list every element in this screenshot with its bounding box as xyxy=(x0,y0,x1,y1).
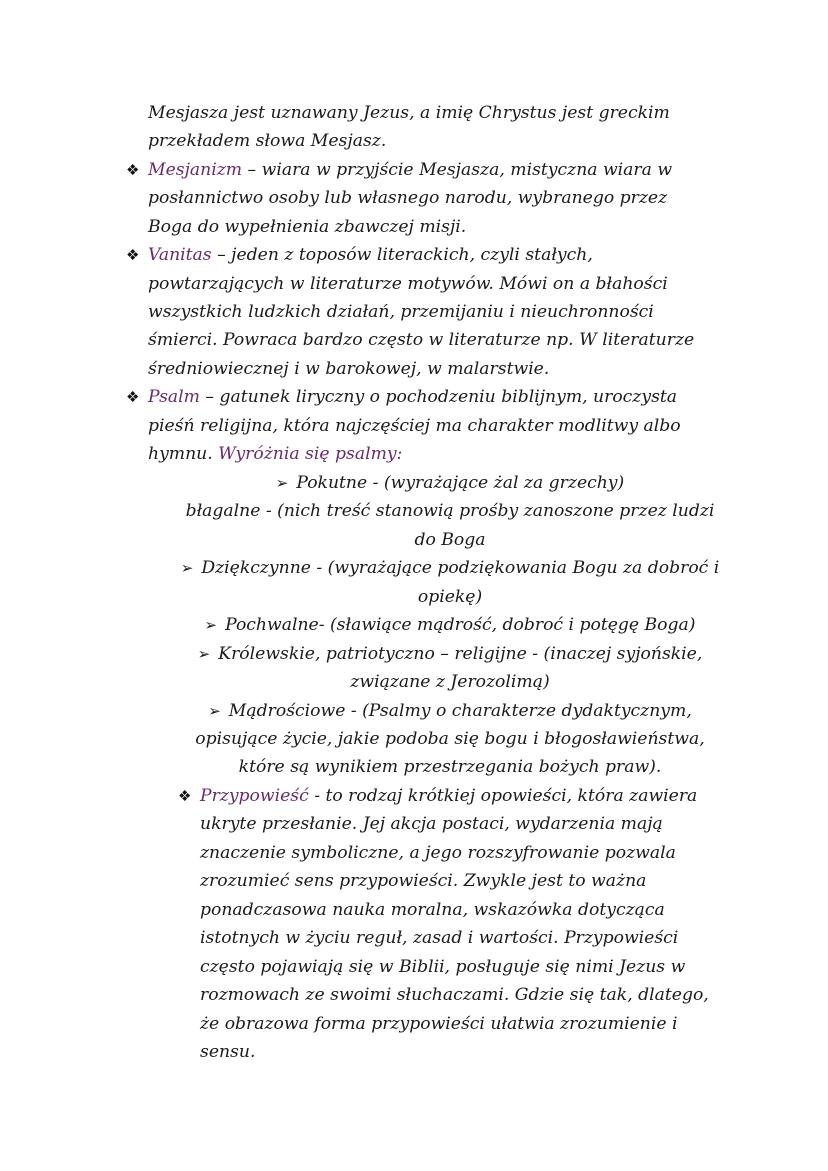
psalm-type-text: do Boga xyxy=(414,530,486,550)
text-line: powtarzających w literaturze motywów. Mówi on a błahości xyxy=(148,274,668,294)
psalm-type-text: które są wynikiem przestrzegania bożych praw). xyxy=(238,757,662,777)
text-line: istotnych w życiu reguł, zasad i wartości. Przypowieści xyxy=(200,928,679,948)
psalm-type xyxy=(140,554,760,582)
text-line: często pojawiają się w Biblii, posługuje się nimi Jezus w xyxy=(200,957,686,977)
diamond-bullet-icon: ❖ xyxy=(178,787,192,805)
arrow-bullet-icon: ➢ xyxy=(275,474,289,492)
psalm-type-text: opisujące życie, jakie podoba się bogu i błogosławieństwa, xyxy=(195,729,705,749)
text-line: zrozumieć sens przypowieści. Zwykle jest to ważna xyxy=(200,871,647,891)
text-line: Mesjasza jest uznawany Jezus, a imię Chrystus jest greckim xyxy=(148,103,670,123)
term-mesjanizm xyxy=(126,156,673,184)
text-line: przekładem słowa Mesjasz. xyxy=(148,131,387,151)
arrow-bullet-icon: ➢ xyxy=(180,559,194,577)
text-line: wszystkich ludzkich działań, przemijaniu i nieuchronności xyxy=(148,302,654,322)
psalm-type-text: Dziękczynne - (wyrażające podziękowania Bogu za dobroć i xyxy=(201,558,720,578)
text-line: Boga do wypełnienia zbawczej misji. xyxy=(148,217,467,237)
text-line: znaczenie symboliczne, a jego rozszyfrowanie pozwala xyxy=(200,843,676,863)
text-line: śmierci. Powraca bardzo często w literaturze np. W literaturze xyxy=(148,330,695,350)
term-label: Mesjanizm xyxy=(148,160,243,180)
psalm-type-text: Królewskie, patriotyczno – religijne - (inaczej syjońskie, xyxy=(218,644,703,664)
psalm-type-text: Pokutne - (wyrażające żal za grzechy) xyxy=(296,473,625,493)
text-line: – gatunek liryczny o pochodzeniu biblijnym, uroczysta xyxy=(199,387,678,407)
term-psalm xyxy=(126,383,678,411)
psalm-subheading: Wyróżnia się psalmy: xyxy=(218,444,403,464)
text-line: ukryte przesłanie. Jej akcja postaci, wydarzenia mają xyxy=(200,814,663,834)
arrow-bullet-icon: ➢ xyxy=(208,702,221,720)
psalm-type xyxy=(150,640,750,668)
diamond-bullet-icon: ❖ xyxy=(126,388,140,406)
diamond-bullet-icon: ❖ xyxy=(126,246,140,264)
text-line xyxy=(148,440,402,468)
term-przypowiesc xyxy=(178,782,698,810)
psalm-type xyxy=(150,697,750,725)
text-line: sensu. xyxy=(200,1042,256,1062)
psalm-type-text: Pochwalne- (sławiące mądrość, dobroć i potęgę Boga) xyxy=(225,615,696,635)
arrow-bullet-icon: ➢ xyxy=(204,616,218,634)
psalm-type-text: związane z Jerozolimą) xyxy=(350,672,550,692)
diamond-bullet-icon: ❖ xyxy=(126,161,140,179)
text-line: pieśń religijna, która najczęściej ma charakter modlitwy albo xyxy=(148,416,681,436)
text-line: ponadczasowa nauka moralna, wskazówka dotycząca xyxy=(200,900,665,920)
text-line: rozmowach ze swoimi słuchaczami. Gdzie się tak, dlatego, xyxy=(200,985,709,1005)
text-line: średniowiecznej i w barokowej, w malarstwie. xyxy=(148,359,550,379)
text-line: posłannictwo osoby lub własnego narodu, wybranego przez xyxy=(148,188,668,208)
term-label: Psalm xyxy=(148,387,200,407)
text-line: – wiara w przyjście Mesjasza, mistyczna wiara w xyxy=(242,160,673,180)
psalm-type-text: opiekę) xyxy=(417,587,483,607)
text-line: - to rodzaj krótkiej opowieści, która zawiera xyxy=(308,786,698,806)
arrow-bullet-icon: ➢ xyxy=(197,645,211,663)
term-vanitas xyxy=(126,241,593,269)
text-line: że obrazowa forma przypowieści ułatwia zrozumienie i xyxy=(200,1014,678,1034)
psalm-type xyxy=(150,469,750,497)
psalm-type xyxy=(150,611,750,639)
text-line: – jeden z toposów literackich, czyli stałych, xyxy=(211,245,593,265)
psalm-type-text: Mądrościowe - (Psalmy o charakterze dydaktycznym, xyxy=(228,701,692,721)
text-line: hymnu. xyxy=(148,444,219,464)
psalm-type-text: błagalne - (nich treść stanowią prośby zanoszone przez ludzi xyxy=(185,501,715,521)
term-label: Przypowieść xyxy=(200,786,309,806)
term-label: Vanitas xyxy=(148,245,212,265)
